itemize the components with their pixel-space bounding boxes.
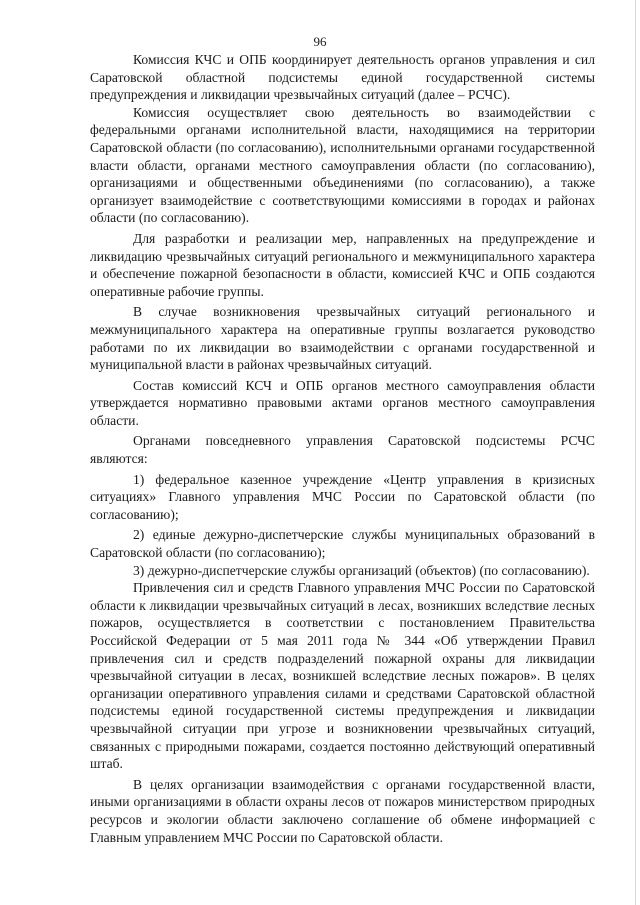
paragraph-8: В целях организации взаимодействия с органами государственной власти, иными организациями в области охраны лесов от пожаров министерством природных ресурсов и экологии области заключено соглашение об обмене информацией с Главным управлением МЧС России по Саратовской области. — [90, 776, 595, 845]
document-body — [90, 51, 595, 846]
page-edge-shadow — [635, 0, 636, 905]
paragraph-5: Состав комиссий КСЧ и ОПБ органов местного самоуправления области утверждается нормативно правовыми актами органов местного самоуправления области. — [90, 377, 595, 428]
paragraph-6: Органами повседневного управления Саратовской подсистемы РСЧС являются: — [90, 433, 595, 467]
page-number: 96 — [313, 34, 327, 49]
paragraph-3: Для разработки и реализации мер, направленных на предупреждение и ликвидацию чрезвычайных ситуаций регионального и межмуниципального характера и обеспечение пожарной безопасности в области, комиссией КЧС и ОПБ создаются оперативные рабочие группы. — [90, 230, 595, 299]
list-item-1: 1) федеральное казенное учреждение «Центр управления в кризисных ситуациях» Главного управления МЧС России по Саратовской области (по согласованию); — [90, 471, 595, 522]
list-item-3: 3) дежурно-диспетчерские службы организаций (объектов) (по согласованию). — [133, 562, 590, 578]
paragraph-1: Комиссия КЧС и ОПБ координирует деятельность органов управления и сил Саратовской областной подсистемы единой государственной системы предупреждения и ликвидации чрезвычайных ситуаций (далее – РСЧС). — [90, 52, 595, 103]
paragraph-7: Привлечения сил и средств Главного управления МЧС России по Саратовской области к ликвидации чрезвычайных ситуаций в лесах, возникших вследствие лесных пожаров, осуществляется в соответствии с постановлением Правительства Российской Федерации от 5 мая 2011 года № 344 «Об утверждении Правил привлечения сил и средств подразделений пожарной охраны для ликвидации чрезвычайной ситуации в лесах, возникшей вследствие лесных пожаров». В целях организации оперативного управления силами и средствами Саратовской областной подсистемы единой государственной системы предупреждения и ликвидации чрезвычайной ситуации при угрозе и возникновении чрезвычайных ситуаций, связанных с природными пожарами, создается постоянно действующий оперативный штаб. — [90, 580, 595, 772]
paragraph-2: Комиссия осуществляет свою деятельность во взаимодействии с федеральными органами исполнительной власти, находящимися на территории Саратовской области (по согласованию), исполнительными органами государственной власти области, органами местного самоуправления области (по согласованию), организациями и общественными объединениями (по согласованию), а также организует взаимодействие с соответствующими комиссиями в городах и районах области (по согласованию). — [90, 104, 595, 226]
list-item-2: 2) единые дежурно-диспетчерские службы муниципальных образований в Саратовской области (по согласованию); — [90, 527, 595, 561]
paragraph-4: В случае возникновения чрезвычайных ситуаций регионального и межмуниципального характера на оперативные группы возлагается руководство работами по их ликвидации во взаимодействии с органами государственной и муниципальной власти в районах чрезвычайных ситуаций. — [90, 304, 595, 373]
